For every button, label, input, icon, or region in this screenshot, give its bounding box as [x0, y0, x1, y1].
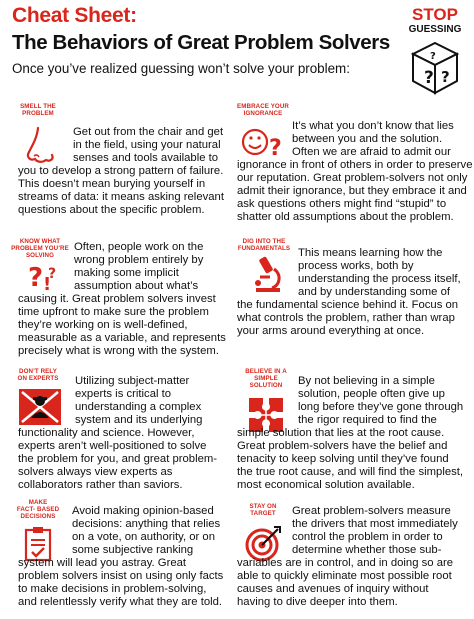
body-line: Often we are afraid to admit our — [292, 146, 451, 158]
section-label-dig-into-fundamentals: DIG INTO THE FUNDAMENTALS — [237, 238, 291, 252]
body-line: time upfront to make sure the problem — [18, 306, 209, 318]
body-line: It’s what you don’t know that lies — [292, 120, 454, 132]
body-line: most economical solution available. — [237, 479, 415, 491]
body-line: the problem for you, and great problem- — [18, 453, 218, 465]
badge-guessing-text: GUESSING — [408, 24, 462, 35]
svg-text:?: ? — [269, 136, 282, 161]
body-line: causing it. Great problem solvers invest — [18, 293, 216, 305]
body-line: making some implicit — [74, 267, 179, 279]
body-line: able to quickly eliminate most possible root — [237, 570, 452, 582]
body-line: Great problem-solvers have the belief and — [237, 440, 448, 452]
body-line: control the problem in order to — [292, 531, 443, 543]
body-line: precisely what is wrong with the system. — [18, 345, 219, 357]
body-line: variables are in control, and in doing so are — [237, 557, 454, 569]
body-line: senses and tools available to — [73, 152, 219, 164]
body-line: system will lead you astray. Great — [18, 557, 187, 569]
body-line: to make decisions in problem-solving, — [18, 583, 207, 595]
body-line: understanding the process itself, — [298, 273, 461, 285]
svg-text:!: ! — [43, 274, 52, 294]
body-line: ask questions others might find “stupid” to — [237, 198, 447, 210]
svg-text:?: ? — [430, 51, 436, 62]
body-line: collaborators rather than saviors. — [18, 479, 183, 491]
body-line: experts is critical to — [75, 388, 172, 400]
microscope-icon — [250, 255, 286, 295]
body-line: Get out from the chair and get — [73, 126, 224, 138]
nose-icon — [24, 126, 58, 166]
body-line: experts aren’t well-positioned to solve — [18, 440, 207, 452]
section-label-believe-in-simple-solution: BELIEVE IN A SIMPLE SOLUTION — [245, 368, 287, 389]
section-label-know-what-problem: KNOW WHAT PROBLEM YOU’RE SOLVING — [11, 238, 69, 259]
section-label-smell-the-problem: SMELL THE PROBLEM — [20, 103, 56, 117]
svg-text:?: ? — [441, 68, 450, 86]
section-label-stay-on-target: STAY ON TARGET — [249, 503, 277, 517]
body-line: ignorance in front of others in order to preserve — [237, 159, 473, 171]
question-cube-icon — [410, 40, 460, 96]
body-line: having to dive deeper into them. — [237, 596, 398, 608]
smiley-question-icon — [240, 122, 290, 162]
body-line: long before they’ve gone through — [298, 401, 464, 413]
body-line: you to develop a strong pattern of failure. — [18, 165, 224, 177]
body-line: what controls the problem, rather than wrap — [237, 312, 455, 324]
body-line: assumption about what’s — [74, 280, 199, 292]
body-line: determine whether those sub- — [292, 544, 442, 556]
body-line: the true root cause, and will find the simplest, — [237, 466, 464, 478]
section-label-make-fact-based-decisions: MAKE FACT- BASED DECISIONS — [16, 499, 60, 520]
body-line: and by understanding some of — [298, 286, 450, 298]
body-line: between you and the solution. — [292, 133, 443, 145]
body-line: system and its underlying — [75, 414, 203, 426]
body-line: measurable as a variable, and represents — [18, 332, 226, 344]
body-line: functionality and science. However, — [18, 427, 195, 439]
body-line: solvers always view experts as — [18, 466, 173, 478]
body-line: admit their ignorance, but they embrace it and — [237, 185, 467, 197]
svg-text:?: ? — [48, 266, 57, 282]
body-line: questions about the specific problem. — [18, 204, 205, 216]
section-label-embrace-your-ignorance: EMBRACE YOUR IGNORANCE — [237, 103, 289, 117]
body-line: the rigor required to find the — [298, 414, 437, 426]
question-marks-icon — [26, 258, 62, 294]
body-line: simple solution that lies at the root cause. — [237, 427, 445, 439]
page-title-prefix: Cheat Sheet: — [12, 4, 137, 27]
body-line: the drivers that most immediately — [292, 518, 458, 530]
svg-text:?: ? — [28, 263, 44, 293]
body-line: By not believing in a simple — [298, 375, 435, 387]
body-line: on a vote, on authority, or on — [72, 531, 215, 543]
body-line: some subjective ranking — [72, 544, 194, 556]
page-subtitle: Once you’ve realized guessing won’t solve your problem: — [12, 61, 350, 76]
body-line: causes and avenues of inquiry without — [237, 583, 429, 595]
section-label-dont-rely-on-experts: DON’T RELY ON EXPERTS — [17, 368, 59, 382]
body-line: process works, both by — [298, 260, 414, 272]
body-line: the fundamental science behind it. Focus on — [237, 299, 459, 311]
body-line: wrong problem entirely by — [74, 254, 204, 266]
body-line: streams of data: it means asking relevant — [18, 191, 224, 203]
body-line: Great problem-solvers measure — [292, 505, 451, 517]
badge-stop-text: STOP — [412, 5, 458, 24]
body-line: and relentlessly verify what they are told. — [18, 596, 223, 608]
no-experts-icon — [18, 388, 62, 426]
body-line: This means learning how the — [298, 247, 443, 259]
body-line: tenacity to keep solving until they’ve found — [237, 453, 449, 465]
body-line: they’re working on is well-defined, — [18, 319, 188, 331]
body-line: Utilizing subject-matter — [75, 375, 190, 387]
body-line: Avoid making opinion-based — [72, 505, 214, 517]
body-line: our reputation. Great problem-solvers not only — [237, 172, 468, 184]
body-line: This doesn’t mean burying yourself in — [18, 178, 206, 190]
body-line: shatter old assumptions about the problem. — [237, 211, 454, 223]
body-line: understanding a complex — [75, 401, 202, 413]
body-line: problem solvers insist on using only facts — [18, 570, 224, 582]
body-line: solution, people often give up — [298, 388, 445, 400]
body-line: Often, people work on the — [74, 241, 204, 253]
page-title: The Behaviors of Great Problem Solvers — [12, 31, 390, 54]
svg-text:?: ? — [424, 68, 434, 88]
body-line: decisions: anything that relies — [72, 518, 221, 530]
body-line: in the field, using your natural — [73, 139, 221, 151]
body-line: your arms around everything at once. — [237, 325, 425, 337]
